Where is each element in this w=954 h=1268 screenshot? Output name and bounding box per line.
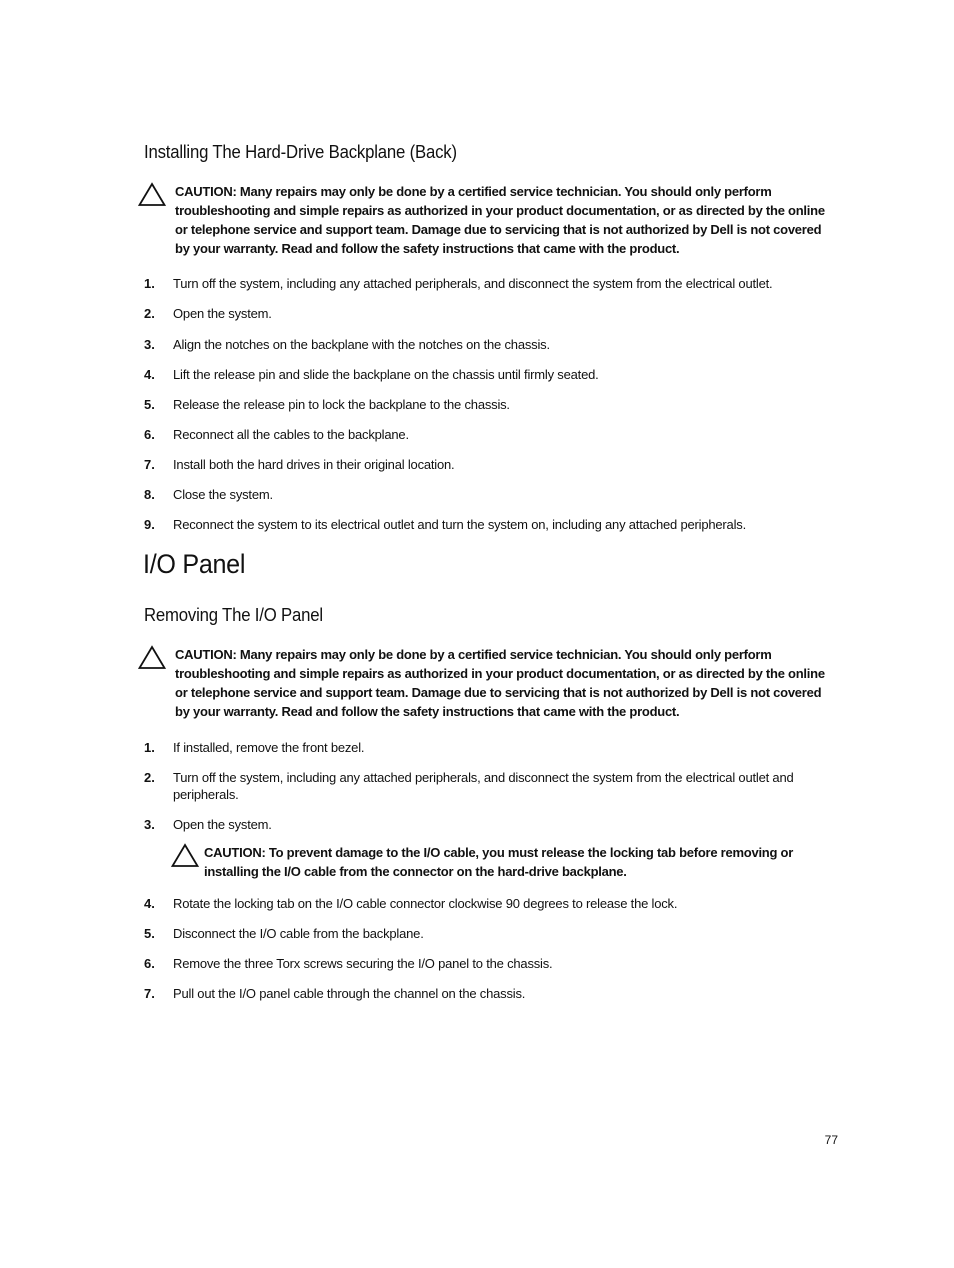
step-text: Align the notches on the backplane with the notches on the chassis. xyxy=(173,337,550,352)
caution-text: CAUTION: To prevent damage to the I/O cable, you must release the locking tab before removing or installing the I/O cable from the connector on the hard-drive backplane. xyxy=(204,845,794,879)
list-item xyxy=(144,426,834,443)
step-number: 1. xyxy=(144,740,155,755)
caution-triangle-icon xyxy=(138,645,166,670)
step-text: Rotate the locking tab on the I/O cable connector clockwise 90 degrees to release the lock. xyxy=(173,896,678,911)
step-text: Reconnect the system to its electrical outlet and turn the system on, including any attached peripherals. xyxy=(173,517,746,532)
step-number: 8. xyxy=(144,487,155,502)
caution-note xyxy=(138,645,834,721)
list-item xyxy=(144,486,834,503)
caution-note-nested xyxy=(171,843,834,881)
step-number: 6. xyxy=(144,956,155,971)
chapter-title: I/O Panel xyxy=(143,549,246,579)
step-number: 3. xyxy=(144,817,155,832)
step-text: Install both the hard drives in their original location. xyxy=(173,457,455,472)
step-text: If installed, remove the front bezel. xyxy=(173,740,365,755)
step-text: Reconnect all the cables to the backplane. xyxy=(173,427,409,442)
list-item xyxy=(144,925,834,942)
list-item xyxy=(144,516,834,533)
list-item xyxy=(144,816,834,833)
step-number: 7. xyxy=(144,457,155,472)
list-item xyxy=(144,955,834,972)
step-number: 5. xyxy=(144,926,155,941)
list-item xyxy=(144,336,834,353)
list-item xyxy=(144,305,834,322)
caution-text: CAUTION: Many repairs may only be done by a certified service technician. You should only perform troubleshooting and simple repairs as authorized in your product documentation, or as directed by the online or telephone service and support team. Damage due to servicing that is not authorized by Dell is not covered by your warranty. Read and follow the safety instructions that came with the product. xyxy=(175,184,825,256)
step-text: Release the release pin to lock the backplane to the chassis. xyxy=(173,397,510,412)
step-number: 5. xyxy=(144,397,155,412)
list-item xyxy=(144,366,834,383)
section-heading-remove-io-panel: Removing The I/O Panel xyxy=(144,605,323,625)
list-item xyxy=(144,985,834,1002)
step-text: Disconnect the I/O cable from the backplane. xyxy=(173,926,424,941)
step-text: Pull out the I/O panel cable through the channel on the chassis. xyxy=(173,986,526,1001)
step-number: 4. xyxy=(144,896,155,911)
step-text: Lift the release pin and slide the backplane on the chassis until firmly seated. xyxy=(173,367,599,382)
step-number: 1. xyxy=(144,276,155,291)
step-number: 6. xyxy=(144,427,155,442)
section-heading-install-backplane: Installing The Hard-Drive Backplane (Back) xyxy=(144,142,457,162)
caution-triangle-icon xyxy=(171,843,199,868)
caution-note xyxy=(138,182,834,258)
step-text: Turn off the system, including any attached peripherals, and disconnect the system from the electrical outlet. xyxy=(173,276,773,291)
step-text: Turn off the system, including any attached peripherals, and disconnect the system from the electrical outlet and peripherals. xyxy=(173,770,794,802)
list-item xyxy=(144,739,834,756)
caution-text: CAUTION: Many repairs may only be done by a certified service technician. You should only perform troubleshooting and simple repairs as authorized in your product documentation, or as directed by the online or telephone service and support team. Damage due to servicing that is not authorized by Dell is not covered by your warranty. Read and follow the safety instructions that came with the product. xyxy=(175,647,825,719)
list-item xyxy=(144,456,834,473)
step-number: 3. xyxy=(144,337,155,352)
step-number: 4. xyxy=(144,367,155,382)
step-number: 9. xyxy=(144,517,155,532)
list-item xyxy=(144,769,834,803)
list-item xyxy=(144,895,834,912)
step-text: Open the system. xyxy=(173,817,272,832)
list-item xyxy=(144,396,834,413)
caution-triangle-icon xyxy=(138,182,166,207)
step-number: 7. xyxy=(144,986,155,1001)
step-text: Open the system. xyxy=(173,306,272,321)
step-number: 2. xyxy=(144,306,155,321)
step-text: Close the system. xyxy=(173,487,273,502)
step-text: Remove the three Torx screws securing the I/O panel to the chassis. xyxy=(173,956,553,971)
page-number: 77 xyxy=(824,1133,838,1147)
list-item xyxy=(144,275,834,292)
step-number: 2. xyxy=(144,770,155,785)
